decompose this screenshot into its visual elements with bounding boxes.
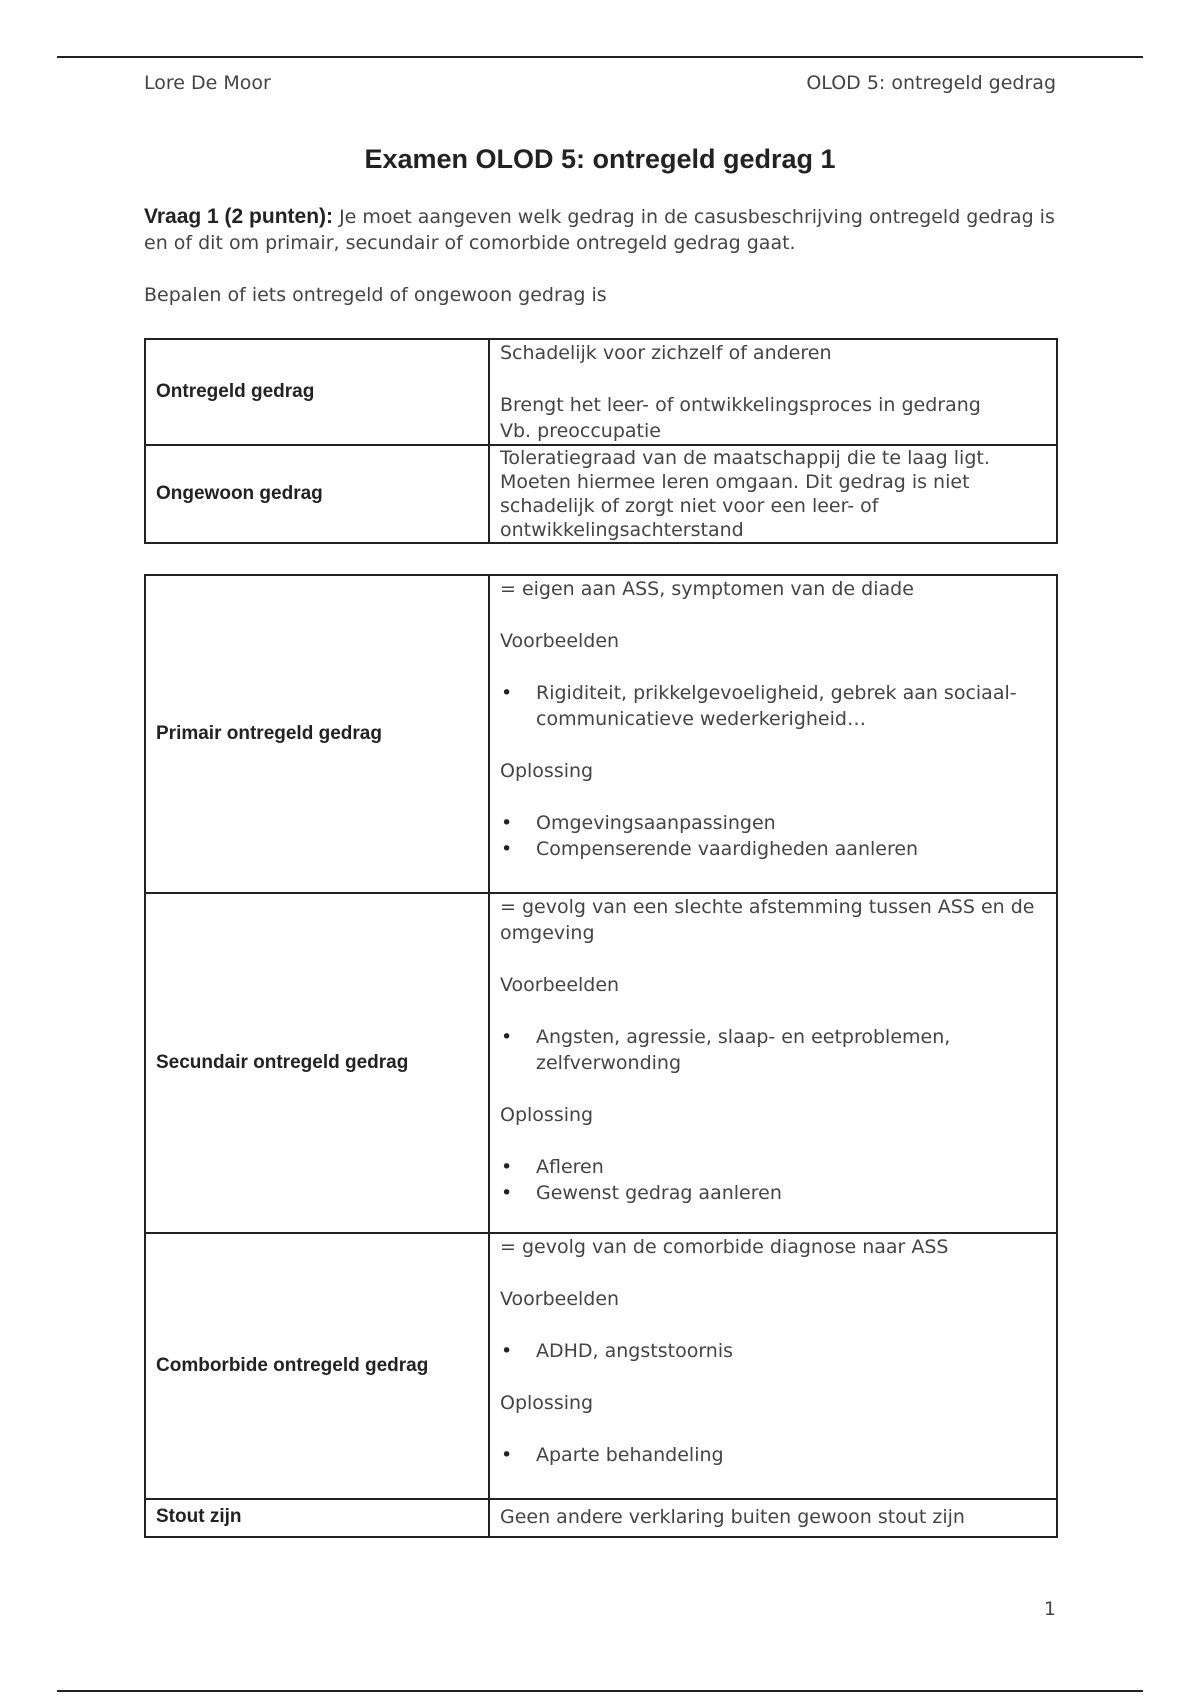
- description-cell: [489, 575, 1057, 893]
- spacer: [500, 1416, 1046, 1442]
- table-row: [145, 445, 1057, 543]
- list-item: • ADHD, angststoornis: [500, 1338, 1046, 1364]
- question-text: Je moet aangeven welk gedrag in de casusbeschrijving ontregeld gedrag is en of dit om primair, secundair of comorbide ontregeld gedrag gaat.: [144, 206, 1055, 254]
- description-line: Brengt het leer- of ontwikkelingsproces in gedrang: [500, 394, 981, 416]
- examples-label: Voorbeelden: [500, 1288, 620, 1310]
- definition: Geen andere verklaring buiten gewoon stout zijn: [500, 1506, 965, 1528]
- list-item: • Aparte behandeling: [500, 1442, 1046, 1468]
- spacer: [500, 946, 1046, 972]
- table-row: [145, 1233, 1057, 1499]
- table-row: [145, 1499, 1057, 1537]
- description-line: Schadelijk voor zichzelf of anderen: [500, 342, 832, 364]
- spacer: [500, 602, 1046, 628]
- examples-label: Voorbeelden: [500, 630, 620, 652]
- spacer: [500, 998, 1046, 1024]
- description-cell: [489, 893, 1057, 1233]
- spacer: [500, 732, 1046, 758]
- list-item: • Omgevingsaanpassingen: [500, 810, 1046, 836]
- term-cell: Comborbide ontregeld gedrag: [145, 1233, 489, 1499]
- list-item: • Gewenst gedrag aanleren: [500, 1180, 1046, 1206]
- definition: = gevolg van een slechte afstemming tussen ASS en de omgeving: [500, 896, 1035, 944]
- term-cell: Primair ontregeld gedrag: [145, 575, 489, 893]
- examples-label: Voorbeelden: [500, 974, 620, 996]
- page-header: [144, 72, 1056, 98]
- solution-label: Oplossing: [500, 1104, 594, 1126]
- table-row: [145, 339, 1057, 445]
- examples-list: [500, 1024, 1046, 1076]
- spacer: [500, 366, 1046, 392]
- term-cell: Ongewoon gedrag: [145, 445, 489, 543]
- definition: = gevolg van de comorbide diagnose naar ASS: [500, 1236, 949, 1258]
- header-author: Lore De Moor: [144, 72, 271, 94]
- solutions-list: [500, 1154, 1046, 1206]
- spacer: [500, 1260, 1046, 1286]
- definition: = eigen aan ASS, symptomen van de diade: [500, 578, 914, 600]
- question-lead: Vraag 1 (2 punten):: [144, 205, 334, 228]
- description-cell: [489, 1499, 1057, 1537]
- list-item: • Compenserende vaardigheden aanleren: [500, 836, 1046, 862]
- examples-list: [500, 680, 1046, 732]
- term-cell: Ontregeld gedrag: [145, 339, 489, 445]
- spacer: [500, 784, 1046, 810]
- description-cell: [489, 339, 1057, 445]
- table-row: [145, 575, 1057, 893]
- list-item: • Angsten, agressie, slaap- en eetproblemen, zelfverwonding: [500, 1024, 1046, 1076]
- behaviour-type-table: [144, 338, 1058, 544]
- description-line: Vb. preoccupatie: [500, 420, 661, 442]
- description-line: Toleratiegraad van de maatschappij die te laag ligt. Moeten hiermee leren omgaan. Dit gedrag is niet schadelijk of zorgt niet voor een leer- of ontwikkelingsachterstand: [500, 447, 990, 541]
- term-cell: Stout zijn: [145, 1499, 489, 1537]
- solutions-list: [500, 1442, 1046, 1468]
- list-item: • Rigiditeit, prikkelgevoeligheid, gebrek aan sociaal-communicatieve wederkerigheid…: [500, 680, 1046, 732]
- disregulated-behaviour-table: [144, 574, 1058, 1538]
- spacer: [500, 1076, 1046, 1102]
- list-item: • Afleren: [500, 1154, 1046, 1180]
- examples-list: [500, 1338, 1046, 1364]
- solution-label: Oplossing: [500, 760, 594, 782]
- page-number: 1: [1043, 1598, 1056, 1620]
- header-course: OLOD 5: ontregeld gedrag: [806, 72, 1056, 94]
- spacer: [500, 654, 1046, 680]
- intro-text: Bepalen of iets ontregeld of ongewoon gedrag is: [144, 284, 607, 306]
- spacer: [500, 1312, 1046, 1338]
- question-paragraph: [144, 204, 1064, 256]
- table-row: [145, 893, 1057, 1233]
- spacer: [500, 1128, 1046, 1154]
- term-cell: Secundair ontregeld gedrag: [145, 893, 489, 1233]
- document-title: Examen OLOD 5: ontregeld gedrag 1: [364, 144, 836, 174]
- solution-label: Oplossing: [500, 1392, 594, 1414]
- spacer: [500, 1364, 1046, 1390]
- solutions-list: [500, 810, 1046, 862]
- description-cell: [489, 445, 1057, 543]
- top-rule: [57, 56, 1143, 58]
- description-cell: [489, 1233, 1057, 1499]
- bottom-rule: [57, 1690, 1143, 1692]
